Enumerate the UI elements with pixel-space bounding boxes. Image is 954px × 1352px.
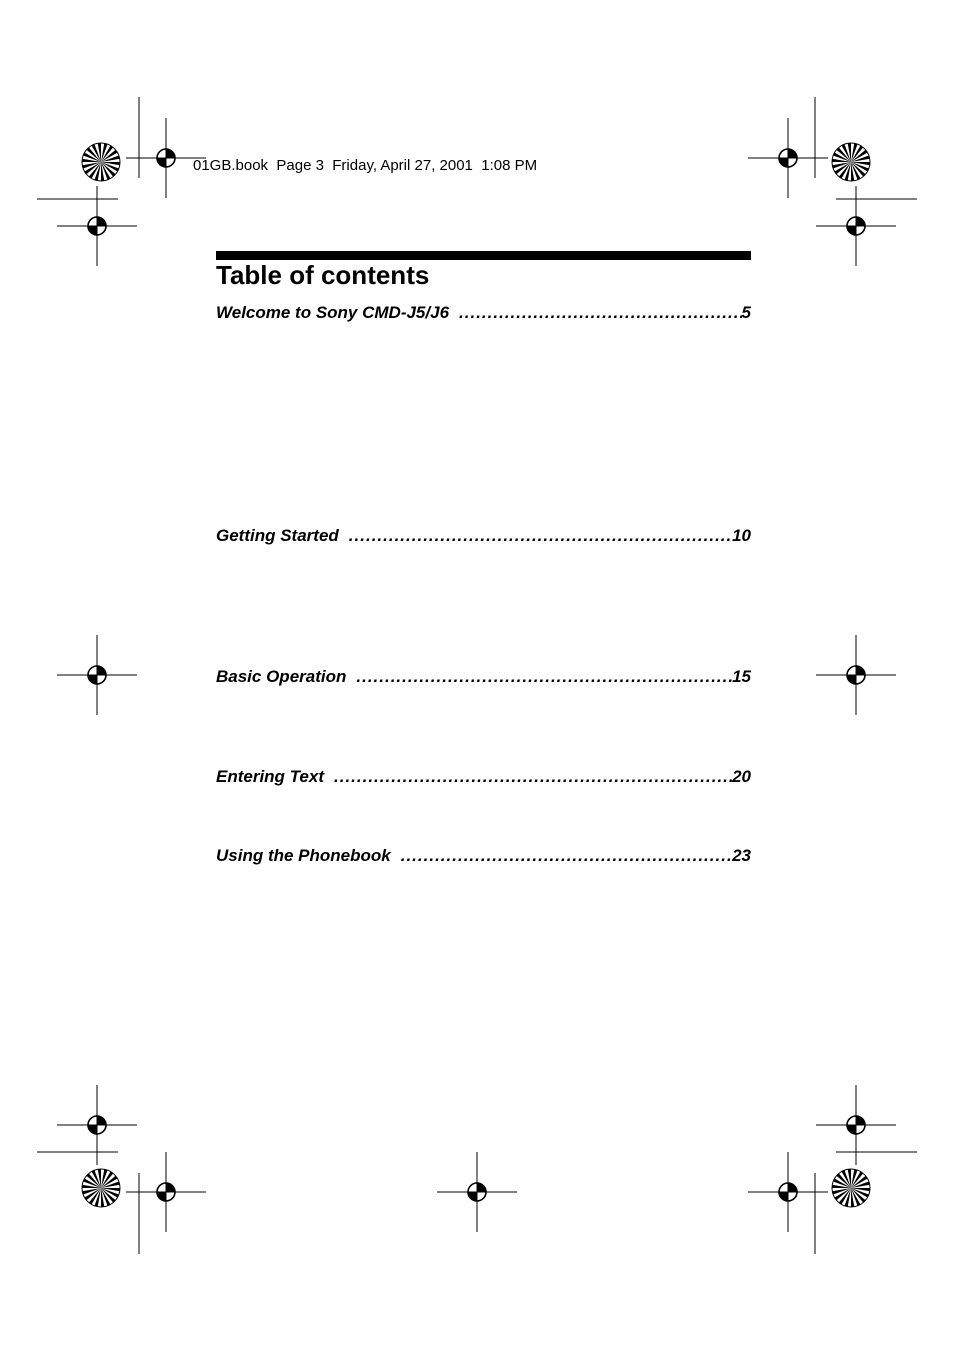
toc-entry-welcome[interactable] [216,303,751,325]
registration-mark-icon [126,1152,206,1232]
toc-entry-getting-started[interactable] [216,526,751,548]
star-target-icon [82,143,120,181]
toc-entry-page: 20 [732,767,751,786]
registration-mark-icon [57,635,137,715]
toc-dot-leader [349,526,732,546]
registration-mark-icon [816,186,896,266]
toc-entry-page: 23 [732,846,751,865]
title-rule [216,251,751,260]
toc-entry-page: 5 [741,303,751,322]
star-target-icon [832,143,870,181]
toc-entry-label: Using the Phonebook [216,846,391,865]
print-header: 01GB.book Page 3 Friday, April 27, 2001 1:08 PM [193,157,538,174]
toc-dot-leader [459,303,742,323]
registration-mark-icon [748,118,828,198]
registration-mark-icon [816,635,896,715]
toc-dot-leader [401,846,732,866]
registration-mark-icon [57,186,137,266]
toc-entry-label: Entering Text [216,767,324,786]
toc-entry-page: 10 [732,526,751,545]
registration-mark-icon [437,1152,517,1232]
star-target-icon [82,1169,120,1207]
toc-dot-leader [356,667,732,687]
toc-dot-leader [334,767,732,787]
registration-mark-icon [748,1152,828,1232]
registration-mark-icon [57,1085,137,1165]
toc-entry-label: Getting Started [216,526,339,545]
toc-entry-entering-text[interactable] [216,767,751,789]
page-title: Table of contents [216,260,430,290]
toc-entry-label: Basic Operation [216,667,347,686]
toc-entry-phonebook[interactable] [216,846,751,868]
toc-entry-page: 15 [732,667,751,686]
toc-entry-basic-operation[interactable] [216,667,751,689]
toc-entry-label: Welcome to Sony CMD-J5/J6 [216,303,450,322]
registration-mark-icon [816,1085,896,1165]
star-target-icon [832,1169,870,1207]
